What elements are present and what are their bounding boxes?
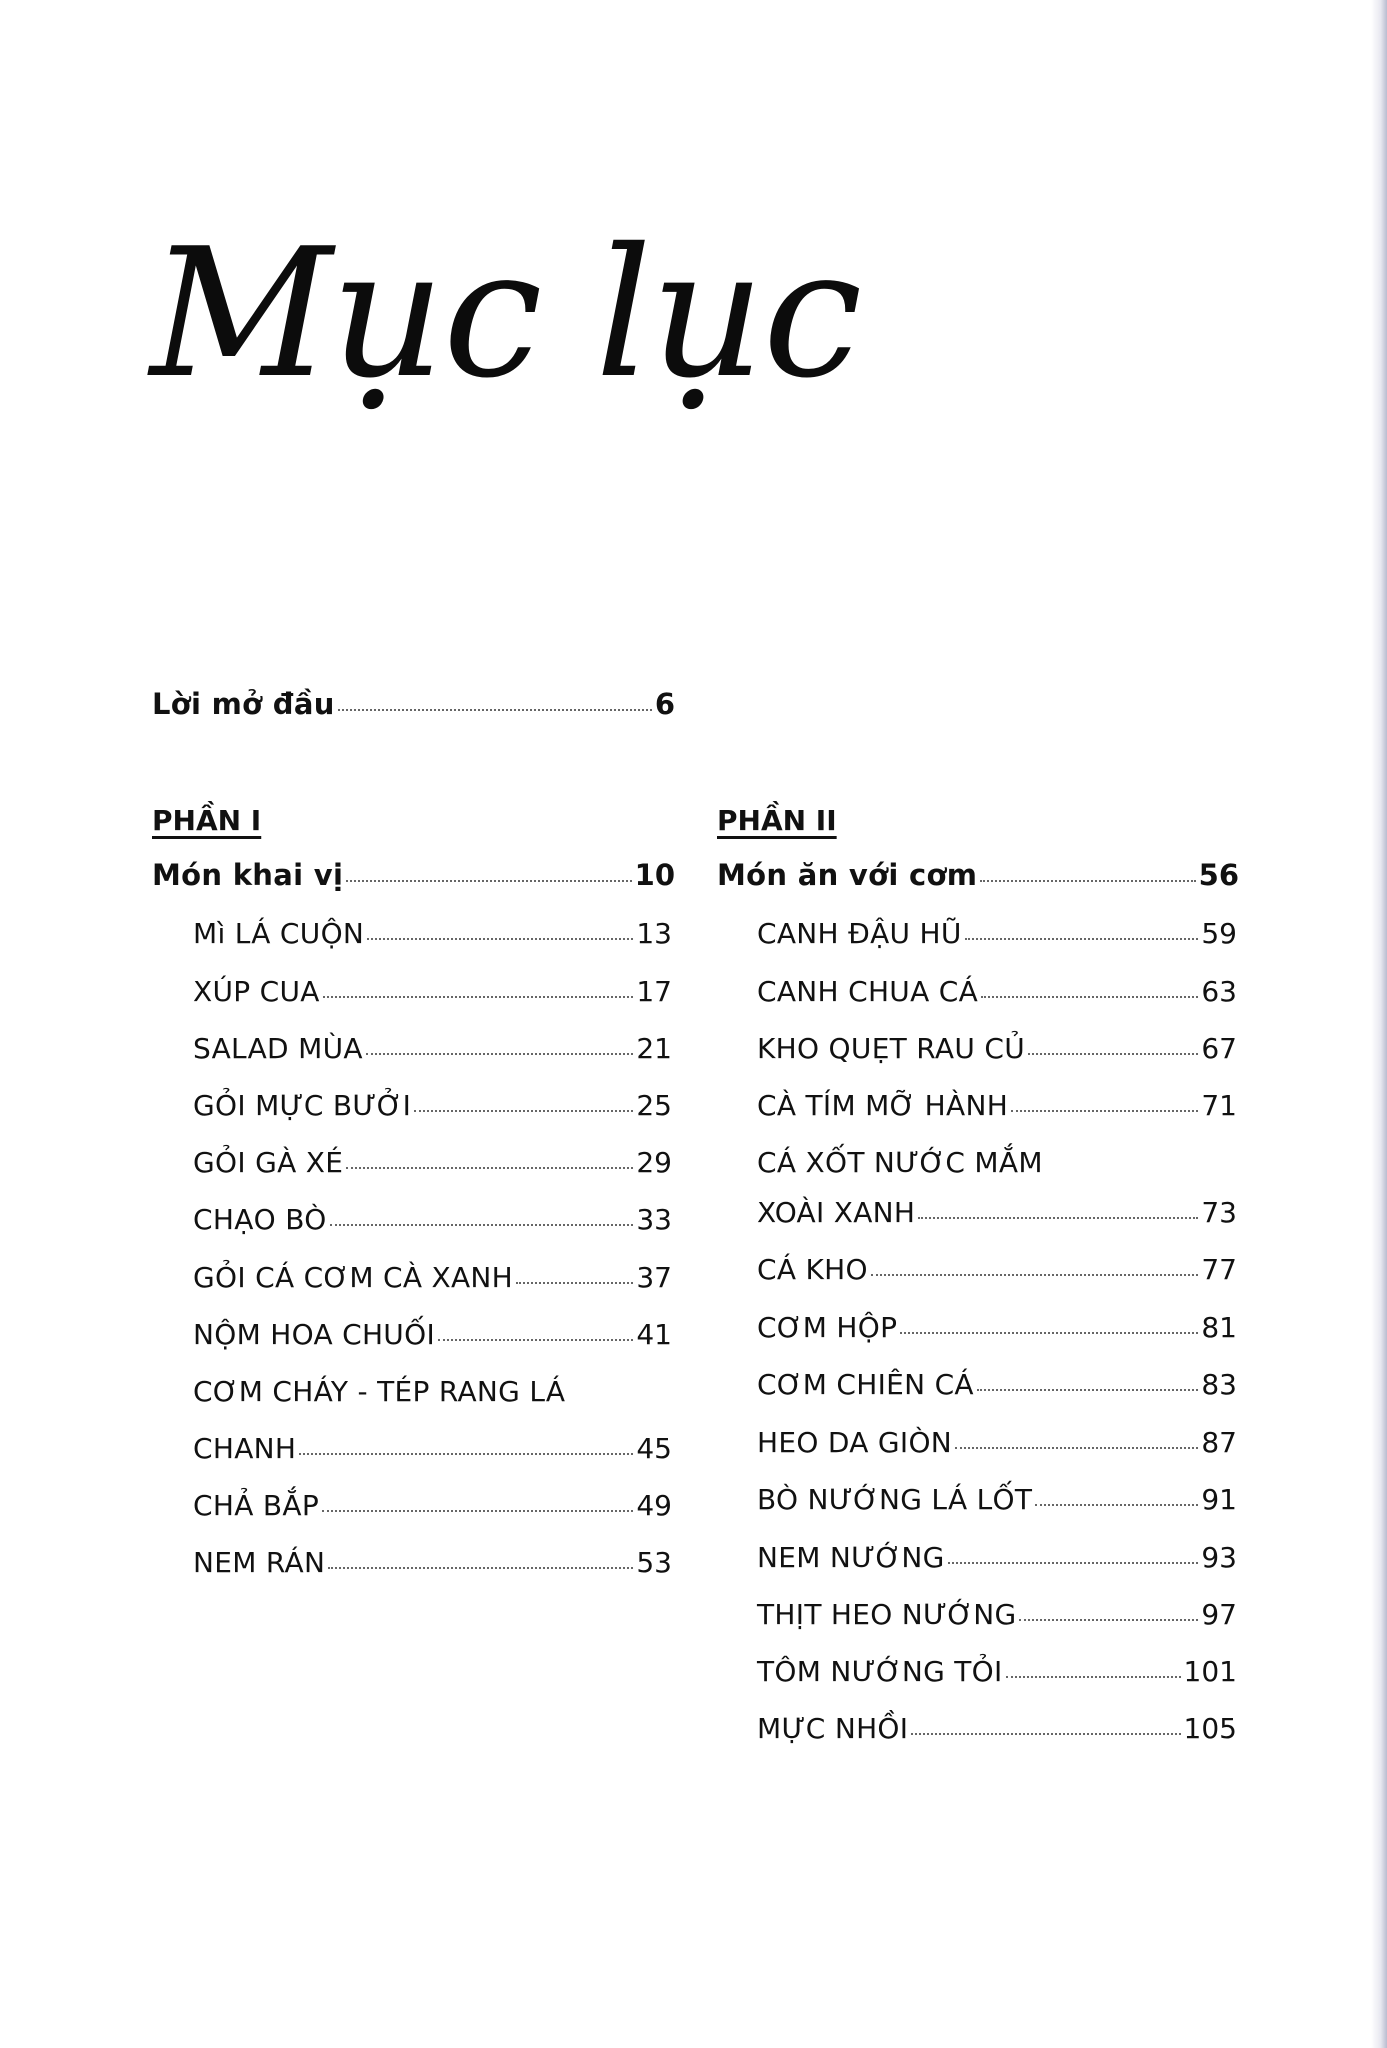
toc-entry-label: CÁ KHO	[757, 1253, 868, 1286]
dot-leader	[977, 1389, 1198, 1391]
dot-leader	[328, 1567, 633, 1569]
toc-entry[interactable]	[193, 975, 672, 1008]
part-heading-1: PHẦN I	[152, 804, 262, 837]
toc-entry[interactable]	[757, 1089, 1237, 1122]
toc-entry[interactable]	[757, 1196, 1237, 1229]
dot-leader	[1006, 1676, 1181, 1678]
toc-entry-page: 6	[654, 687, 675, 721]
dot-leader	[366, 1053, 634, 1055]
page-title: Mục lục	[150, 210, 861, 417]
toc-entry-intro[interactable]	[152, 687, 675, 721]
toc-entry-label: Lời mở đầu	[152, 687, 335, 721]
dot-leader	[980, 880, 1195, 882]
toc-entry-page: 45	[636, 1432, 672, 1465]
dot-leader	[1011, 1110, 1198, 1112]
toc-entry-page: 25	[636, 1089, 672, 1122]
toc-entry-label: BÒ NƯỚNG LÁ LỐT	[757, 1483, 1033, 1516]
toc-entry-page: 53	[636, 1546, 672, 1579]
toc-entry-page: 21	[636, 1032, 672, 1065]
toc-entry[interactable]	[757, 1032, 1237, 1065]
dot-leader	[438, 1339, 633, 1341]
toc-section-page: 10	[634, 858, 675, 892]
toc-entry-page: 71	[1201, 1089, 1237, 1122]
toc-entry[interactable]	[757, 917, 1237, 950]
toc-entry[interactable]	[193, 1203, 672, 1236]
toc-entry-label: Mì LÁ CUỘN	[193, 917, 365, 950]
dot-leader	[1028, 1053, 1198, 1055]
toc-entry-label: MỰC NHỒI	[757, 1712, 909, 1745]
toc-entry-label: CHẢ BẮP	[193, 1489, 320, 1522]
toc-entry-label: CƠM HỘP	[757, 1311, 898, 1344]
toc-entry[interactable]	[193, 1546, 672, 1579]
dot-leader	[346, 880, 631, 882]
toc-entry[interactable]	[193, 1261, 672, 1294]
toc-entry-wrap-line[interactable]: CÁ XỐT NƯỚC MẮM	[757, 1146, 1043, 1179]
toc-entry-label: XÚP CUA	[193, 975, 320, 1008]
toc-entry-page: 67	[1201, 1032, 1237, 1065]
dot-leader	[911, 1733, 1180, 1735]
toc-entry-label: NEM RÁN	[193, 1546, 326, 1579]
toc-entry[interactable]	[757, 1426, 1237, 1459]
toc-entry[interactable]	[193, 1032, 672, 1065]
dot-leader	[414, 1110, 633, 1112]
toc-entry-page: 91	[1201, 1483, 1237, 1516]
toc-entry[interactable]	[757, 1541, 1237, 1574]
toc-section-rice-dishes[interactable]	[717, 858, 1239, 892]
dot-leader	[338, 709, 652, 711]
dot-leader	[367, 938, 633, 940]
toc-entry-page: 17	[636, 975, 672, 1008]
toc-entry-label: HEO DA GIÒN	[757, 1426, 953, 1459]
toc-entry-label: CANH ĐẬU HŨ	[757, 917, 962, 950]
toc-entry-page: 97	[1201, 1598, 1237, 1631]
toc-entry[interactable]	[193, 1089, 672, 1122]
dot-leader	[965, 938, 1199, 940]
toc-entry[interactable]	[757, 1598, 1237, 1631]
toc-entry-page: 59	[1201, 917, 1237, 950]
toc-entry-page: 83	[1201, 1368, 1237, 1401]
toc-section-label: Món ăn với cơm	[717, 858, 978, 892]
toc-entry-label: XOÀI XANH	[757, 1196, 916, 1229]
toc-entry[interactable]	[757, 1368, 1237, 1401]
toc-entry-label: GỎI CÁ CƠM CÀ XANH	[193, 1261, 514, 1294]
toc-entry-page: 13	[636, 917, 672, 950]
toc-entry-label: TÔM NƯỚNG TỎI	[757, 1655, 1003, 1688]
toc-entry[interactable]	[757, 1253, 1237, 1286]
toc-entry-label: CƠM CHIÊN CÁ	[757, 1368, 974, 1401]
toc-entry-page: 29	[636, 1146, 672, 1179]
toc-entry[interactable]	[193, 1318, 672, 1351]
toc-entry[interactable]	[757, 1712, 1237, 1745]
dot-leader	[1019, 1619, 1198, 1621]
dot-leader	[323, 996, 634, 998]
toc-entry-label: CÀ TÍM MỠ HÀNH	[757, 1089, 1009, 1122]
toc-section-appetizers[interactable]	[152, 858, 675, 892]
page-edge	[1371, 0, 1387, 2048]
toc-entry-label: CANH CHUA CÁ	[757, 975, 979, 1008]
toc-entry-page: 105	[1183, 1712, 1237, 1745]
toc-entry-page: 63	[1201, 975, 1237, 1008]
toc-entry-page: 49	[636, 1489, 672, 1522]
toc-entry-page: 73	[1201, 1196, 1237, 1229]
dot-leader	[322, 1510, 633, 1512]
dot-leader	[948, 1562, 1199, 1564]
dot-leader	[981, 996, 1198, 998]
dot-leader	[871, 1274, 1198, 1276]
toc-entry[interactable]	[193, 1146, 672, 1179]
toc-entry[interactable]	[193, 1432, 672, 1465]
toc-entry-page: 77	[1201, 1253, 1237, 1286]
toc-entry[interactable]	[757, 1483, 1237, 1516]
dot-leader	[299, 1453, 633, 1455]
part-heading-2: PHẦN II	[717, 804, 837, 837]
dot-leader	[346, 1167, 633, 1169]
toc-section-label: Món khai vị	[152, 858, 344, 892]
toc-entry[interactable]	[757, 1311, 1237, 1344]
dot-leader	[516, 1282, 633, 1284]
toc-entry-page: 93	[1201, 1541, 1237, 1574]
dot-leader	[955, 1447, 1198, 1449]
toc-entry-label: CHANH	[193, 1432, 297, 1465]
toc-entry-wrap-line[interactable]: CƠM CHÁY - TÉP RANG LÁ	[193, 1375, 566, 1408]
toc-entry[interactable]	[757, 1655, 1237, 1688]
toc-section-page: 56	[1198, 858, 1239, 892]
dot-leader	[900, 1332, 1198, 1334]
dot-leader	[918, 1217, 1198, 1219]
toc-entry-label: NEM NƯỚNG	[757, 1541, 945, 1574]
toc-entry-label: THỊT HEO NƯỚNG	[757, 1598, 1017, 1631]
toc-entry-page: 101	[1183, 1655, 1237, 1688]
toc-entry[interactable]	[193, 1489, 672, 1522]
toc-entry[interactable]	[193, 917, 672, 950]
toc-entry-label: CHẠO BÒ	[193, 1203, 327, 1236]
toc-entry[interactable]	[757, 975, 1237, 1008]
toc-entry-label: GỎI MỰC BƯỞI	[193, 1089, 412, 1122]
toc-entry-label: KHO QUẸT RAU CỦ	[757, 1032, 1025, 1065]
toc-entry-label: NỘM HOA CHUỐI	[193, 1318, 435, 1351]
toc-entry-label: SALAD MÙA	[193, 1032, 363, 1065]
toc-entry-label: GỎI GÀ XÉ	[193, 1146, 344, 1179]
dot-leader	[1035, 1504, 1198, 1506]
toc-entry-page: 87	[1201, 1426, 1237, 1459]
dot-leader	[330, 1224, 634, 1226]
toc-entry-page: 81	[1201, 1311, 1237, 1344]
toc-entry-page: 37	[636, 1261, 672, 1294]
toc-entry-page: 41	[636, 1318, 672, 1351]
toc-entry-page: 33	[636, 1203, 672, 1236]
